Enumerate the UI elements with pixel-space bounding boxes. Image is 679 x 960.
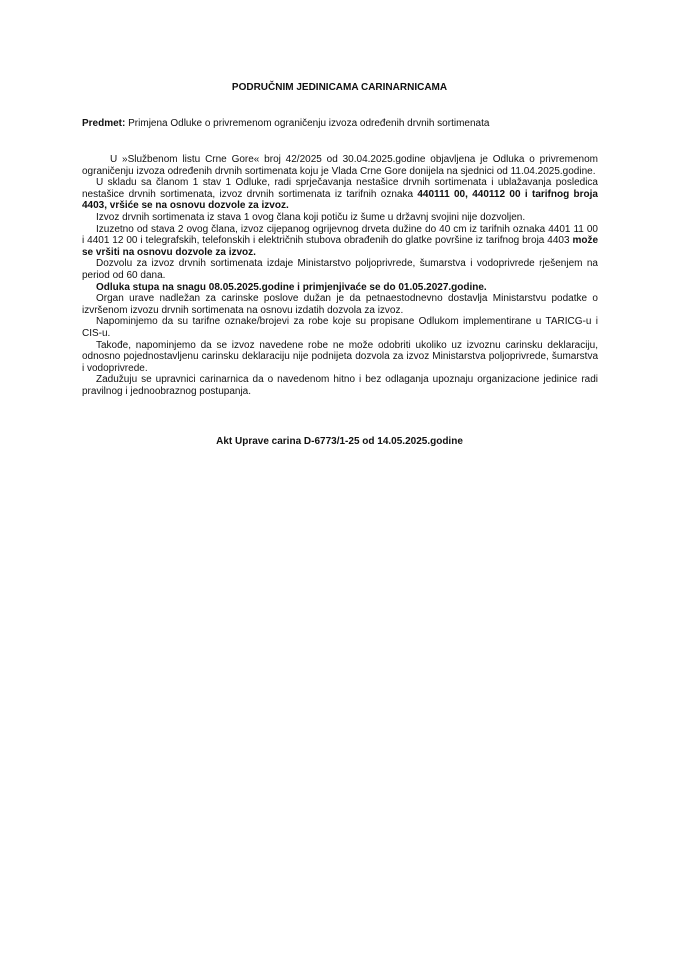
subject-text: Primjena Odluke o privremenom ograničenju izvoza određenih drvnih sortimenata [125, 118, 490, 129]
paragraph-bold: Odluka stupa na snagu 08.05.2025.godine i primjenjivaće se do 01.05.2027.godine. [96, 281, 487, 293]
paragraph-text: Izuzetno od stava 2 ovog člana, izvoz cijepanog ogrijevnog drveta dužine do 40 cm iz tarifnih oznaka 4401 11 00 i 4401 12 00 i telegrafskih, telefonskih i električnih stubova obrađenih do glatke površine iz tarifnog broja 4403 [82, 223, 598, 247]
paragraph-reporting: Organ urave nadležan za carinske poslove dužan je da petnaestodnevno dostavlja Ministarstvu podatke o izvršenom izvozu drvnih sortimenata na osnovu izdatih dozvola za izvoz. [82, 293, 598, 316]
subject-label: Predmet: [82, 118, 126, 129]
paragraph-implementation: Napominjemo da su tarifne oznake/brojevi za robe koje su propisane Odlukom implementirane u TARICG-u i CIS-u. [82, 316, 598, 339]
paragraph-instruction: Zadužuju se upravnici carinarnica da o navedenom hitno i bez odlaganja upoznaju organizacione jedinice radi pravilnog i jednoobraznog postupanja. [82, 374, 598, 397]
paragraph-export-permit [82, 177, 598, 212]
paragraph-text: U skladu sa članom 1 stav 1 Odluke, radi sprječavanja nestašice drvnih sortimenata i ublažavanja posledica nestašice drvnih sortimenata, izvoz drvnih sortimenata iz tarifnih oznaka [82, 177, 598, 200]
paragraph-declaration: Takođe, napominjemo da se izvoz navedene robe ne može odobriti ukoliko uz izvoznu carinsku deklaraciju, odnosno pojednostavljenu carinsku deklaraciju nije podnijeta dozvola za izvoz Ministarstva poljoprivrede, šumarstva i vodoprivrede. [82, 339, 598, 374]
paragraph-state-forest: Izvoz drvnih sortimenata iz stava 1 ovog člana koji potiču iz šume u državnj svojini nije dozvoljen. [96, 211, 526, 223]
paragraph-publication: U »Službenom listu Crne Gore« broj 42/2025 od 30.04.2025.godine objavljena je Odluka o privremenom ograničenju izvoza određenih drvnih sortimenata koju je Vlada Crne Gore donijela na sjednici od 11.04.2025.godine. [82, 154, 598, 177]
paragraph-bold: može se vršiti na osnovu dozvole za izvoz. [82, 235, 598, 258]
document-heading: PODRUČNIM JEDINICAMA CARINARNICAMA [231, 82, 448, 93]
paragraph-permit-issuer: Dozvolu za izvoz drvnih sortimenata izdaje Ministarstvo poljoprivrede, šumarstva i vodoprivrede rješenjem na period od 60 dana. [82, 258, 598, 281]
paragraph-effective-date [82, 282, 598, 294]
subject-line [82, 118, 489, 129]
paragraph-exception [82, 224, 598, 259]
document-reference: Akt Uprave carina D-6773/1-25 od 14.05.2025.godine [216, 436, 463, 447]
document-body [82, 154, 598, 397]
paragraph-bold: 440111 00, 440112 00 i tarifnog broja 4403, vršiće se na osnovu dozvole za izvoz. [82, 188, 598, 212]
